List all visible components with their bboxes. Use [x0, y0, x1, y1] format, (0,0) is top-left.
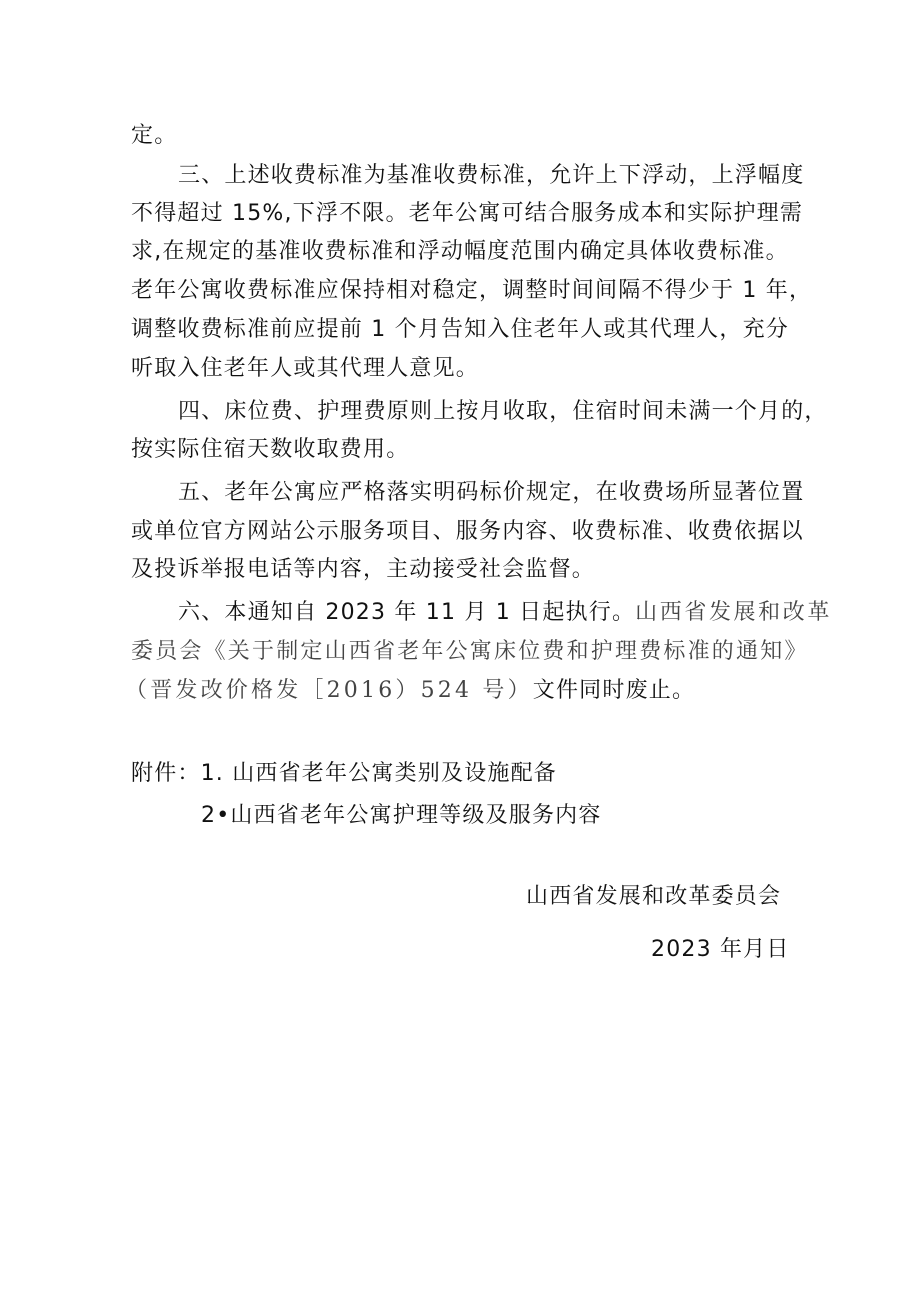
- paragraph-6-line-1: [178, 598, 832, 628]
- paragraph-6-issuer-ref: 山西省发展和改革: [635, 600, 832, 625]
- paragraph-3-line-4: 老年公寓收费标准应保持相对稳定，调整时间间隔不得少于 1 年，: [131, 278, 813, 303]
- paragraph-6-line-2: 委员会《关于制定山西省老年公寓床位费和护理费标准的通知》: [131, 639, 809, 664]
- paragraph-4-line-2: 按实际住宿天数收取费用。: [131, 437, 410, 462]
- paragraph-3-line-6: 听取入住老年人或其代理人意见。: [131, 356, 480, 381]
- paragraph-5-line-3: 及投诉举报电话等内容，主动接受社会监督。: [131, 557, 596, 582]
- attachment-line-1: [131, 759, 811, 789]
- attachment-item-2: 2•山西省老年公寓护理等级及服务内容: [201, 803, 602, 828]
- paragraph-3-line-2: 不得超过 15%,下浮不限。老年公寓可结合服务成本和实际护理需: [131, 201, 804, 226]
- paragraph-5-line-2: 或单位官方网站公示服务项目、服务内容、收费标准、收费依据以: [131, 519, 804, 544]
- paragraph-6-repeal-note: 文件同时废止。: [532, 678, 696, 703]
- paragraph-6-line-3: [125, 676, 805, 706]
- paragraph-6-effective-date: 六、本通知自 2023 年 11 月 1 日起执行。: [178, 600, 636, 625]
- paragraph-continuation: 定。: [131, 123, 178, 148]
- paragraph-3-line-5: 调整收费标准前应提前 1 个月告知入住老年人或其代理人，充分: [131, 317, 789, 342]
- attachment-item-1: 1. 山西省老年公寓类别及设施配备: [200, 761, 557, 786]
- paragraph-6-doc-number: （晋发改价格发［2016）524 号）: [125, 678, 533, 703]
- attachment-label: 附件：: [131, 761, 201, 786]
- issuer-signature: 山西省发展和改革委员会: [526, 884, 782, 909]
- issue-date: 2023 年月日: [651, 937, 790, 962]
- paragraph-4-line-1: 四、床位费、护理费原则上按月收取，住宿时间未满一个月的，: [178, 399, 828, 424]
- paragraph-3-line-3: 求,在规定的基准收费标准和浮动幅度范围内确定具体收费标准。: [131, 239, 789, 264]
- paragraph-5-line-1: 五、老年公寓应严格落实明码标价规定，在收费场所显著位置: [178, 480, 805, 505]
- paragraph-3-line-1: 三、上述收费标准为基准收费标准，允许上下浮动，上浮幅度: [178, 163, 805, 188]
